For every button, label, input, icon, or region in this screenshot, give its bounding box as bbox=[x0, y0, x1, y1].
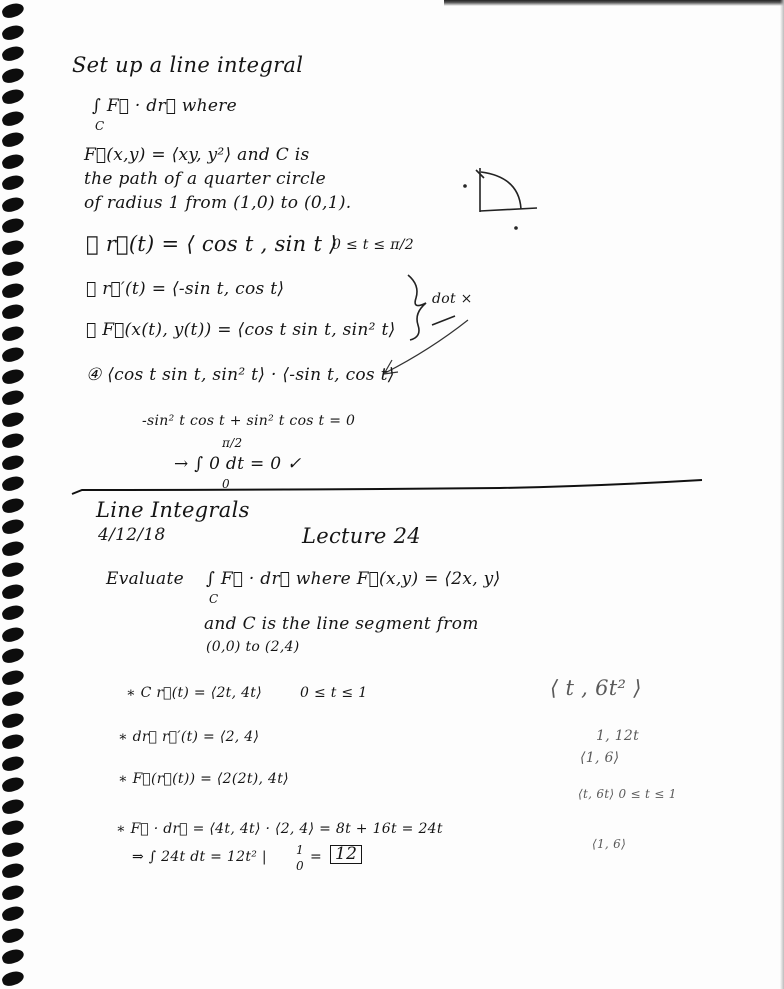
dot-brace bbox=[408, 275, 455, 340]
work-line-5-lower: 0 bbox=[296, 859, 304, 873]
quarter-circle-sketch bbox=[464, 168, 537, 229]
work-line-5-equals: = bbox=[310, 849, 323, 865]
lecture-number: Lecture 24 bbox=[302, 524, 421, 548]
integral-expression: ∫ F⃗ · dr⃗ where bbox=[92, 96, 238, 116]
margin-note-1: ⟨ t , 6t² ⟩ bbox=[550, 676, 642, 700]
work-line-2: ∗ dr⃗ r⃗′(t) = ⟨2, 4⟩ bbox=[118, 729, 260, 745]
pointer-arrow bbox=[384, 320, 468, 374]
integral-subscript: C bbox=[95, 119, 105, 133]
work-line-1: ∗ C r⃗(t) = ⟨2t, 4t⟩ bbox=[126, 685, 262, 701]
problem-title: Set up a line integral bbox=[72, 53, 304, 77]
work-line-3: ∗ F⃗(r⃗(t)) = ⟨2(2t), 4t⟩ bbox=[118, 771, 289, 787]
field-definition: F⃗(x,y) = ⟨xy, y²⟩ and C is bbox=[84, 145, 310, 165]
evaluate-subscript: C bbox=[209, 592, 219, 606]
evaluate-expression: ∫ F⃗ · dr⃗ where F⃗(x,y) = ⟨2x, y⟩ bbox=[206, 569, 501, 589]
dot-note: dot × bbox=[432, 291, 473, 307]
section-divider bbox=[72, 477, 702, 494]
path-description-2: of radius 1 from (1,0) to (0,1). bbox=[84, 193, 352, 213]
margin-note-4: ⟨t, 6t⟩ 0 ≤ t ≤ 1 bbox=[578, 787, 677, 801]
section-heading: Line Integrals bbox=[96, 498, 250, 522]
final-answer-box: 12 bbox=[330, 845, 362, 864]
work-line-5: ⇒ ∫ 24t dt = 12t² | bbox=[132, 849, 267, 865]
step-4: ④ ⟨cos t sin t, sin² t⟩ · ⟨-sin t, cos t⟩ bbox=[86, 365, 395, 385]
result-upper-limit: π/2 bbox=[222, 436, 243, 450]
segment-description-2: (0,0) to (2,4) bbox=[206, 639, 300, 655]
step-2: ② r⃗′(t) = ⟨-sin t, cos t⟩ bbox=[86, 279, 285, 299]
margin-note-5: ⟨1, 6⟩ bbox=[592, 837, 627, 851]
work-line-5-upper: 1 bbox=[296, 843, 304, 857]
step-3: ③ F⃗(x(t), y(t)) = ⟨cos t sin t, sin² t⟩ bbox=[86, 320, 396, 340]
step-1: ① r⃗(t) = ⟨ cos t , sin t ⟩ bbox=[86, 232, 338, 256]
sum-line: -sin² t cos t + sin² t cos t = 0 bbox=[142, 413, 356, 429]
result-lower-limit: 0 bbox=[222, 477, 230, 491]
margin-note-2: 1, 12t bbox=[596, 728, 640, 744]
lecture-date: 4/12/18 bbox=[98, 525, 166, 545]
segment-description-1: and C is the line segment from bbox=[204, 614, 479, 634]
work-line-4: ∗ F⃗ · dr⃗ = ⟨4t, 4t⟩ · ⟨2, 4⟩ = 8t + 16t = 24t bbox=[116, 821, 443, 837]
path-description-1: the path of a quarter circle bbox=[84, 169, 326, 189]
result-line: → ∫ 0 dt = 0 ✓ bbox=[174, 454, 302, 474]
step-1-range: 0 ≤ t ≤ π/2 bbox=[332, 237, 414, 253]
margin-note-3: ⟨1, 6⟩ bbox=[580, 750, 620, 766]
work-line-1-range: 0 ≤ t ≤ 1 bbox=[300, 685, 368, 701]
evaluate-label: Evaluate bbox=[106, 569, 184, 589]
